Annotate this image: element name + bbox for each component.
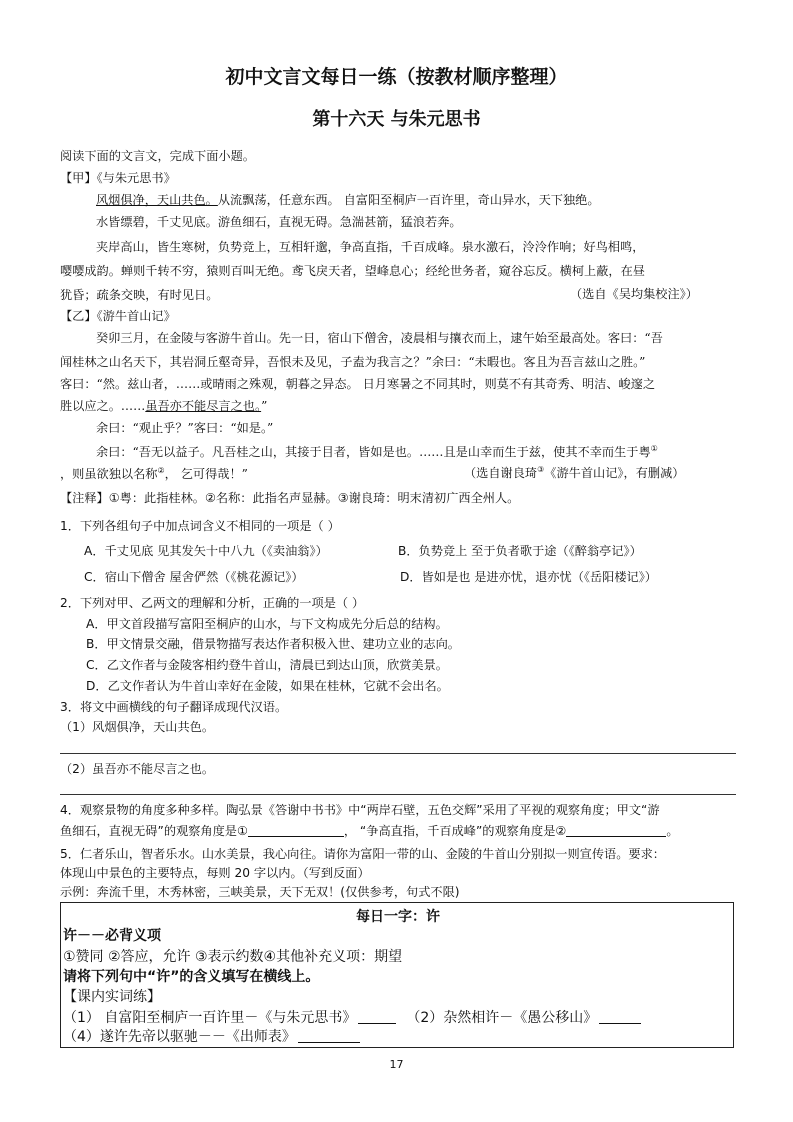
lesson-title: 第十六天 与朱元思书 xyxy=(312,109,481,130)
page-number: 17 xyxy=(389,1058,404,1071)
text-a-para2: 水皆缥碧，千丈见底。游鱼细石，直视无碍。急湍甚箭，猛浪若奔。 xyxy=(96,215,462,229)
text-a-para1 xyxy=(96,192,600,208)
q5-line2: 体现山中景色的主要特点，每则 20 字以内。（写到反面） xyxy=(60,866,370,880)
text-a-para1-rest: 从流飘荡，任意东西。 自富阳至桐庐一百许里，奇山异水，天下独绝。 xyxy=(217,193,600,207)
footnote-mark-3: ③ xyxy=(537,465,545,474)
footnote-mark-2: ② xyxy=(157,466,165,475)
document-title: 初中文言文每日一练（按教材顺序整理） xyxy=(225,66,568,88)
q1-stem: 1．下列各组句子中加点词含义不相同的一项是（ ） xyxy=(60,519,340,533)
q4-line2 xyxy=(60,823,679,839)
text-b-source xyxy=(464,462,684,481)
daily-word-meanings: ①赞同 ②答应，允许 ③表示约数④其他补充义项：期望 xyxy=(63,949,403,965)
text-b-line3: 客曰：“然。兹山者，……或晴雨之殊观，朝暮之异态。 日月寒暑之不同其时，则莫不有其奇秀、明洁、峻邃之 xyxy=(60,377,656,391)
text-a-para3-line2: 嘤嘤成韵。蝉则千转不穷，猿则百叫无绝。鸢飞戾天者，望峰息心；经纶世务者，窥谷忘反。横柯上蔽，在昼 xyxy=(60,264,645,278)
practice-items-row2 xyxy=(63,1028,360,1047)
practice-blank-2[interactable] xyxy=(599,1010,641,1024)
text-b-line7-start: ，则虽欲独以名称 xyxy=(60,467,158,482)
q1-option-b: B．负势竞上 至于负者歌于途（《醉翁亭记》） xyxy=(398,544,642,558)
practice-blank-1[interactable] xyxy=(358,1010,396,1024)
q4-line1: 4．观察景物的角度多种多样。陶弘景《答谢中书书》中“两岸石壁，五色交辉”采用了平视的观察角度；甲文“游 xyxy=(60,803,660,817)
q5-example: 示例：奔流千里，木秀林密，三峡美景，天下无双！(仅供参考，句式不限) xyxy=(60,885,460,899)
text-b-line4-end: ” xyxy=(261,399,268,413)
text-b-source-start: （选自谢良琦 xyxy=(464,466,538,481)
q2-option-d: D．乙文作者认为牛首山幸好在金陵，如果在桂林，它就不会出名。 xyxy=(86,679,449,693)
daily-word-title: 每日一字：许 xyxy=(356,909,440,925)
text-b-line4 xyxy=(60,398,267,414)
text-b-line7-end: ， 乞可得哉！” xyxy=(164,467,248,482)
q3-stem: 3．将文中画横线的句子翻译成现代汉语。 xyxy=(60,700,288,714)
text-b-line1: 癸卯三月，在金陵与客游牛首山。先一日，宿山下僧舍，凌晨相与攘衣而上，逮午始至最高处。客曰：“吾 xyxy=(96,331,663,345)
text-a-label: 【甲】《与朱元思书》 xyxy=(60,171,176,185)
q2-stem: 2．下列对甲、乙两文的理解和分析，正确的一项是（ ） xyxy=(60,596,365,610)
q5-line1: 5．仁者乐山，智者乐水。山水美景，我心向往。请你为富阳一带的山、金陵的牛首山分别拟一则宣传语。要求： xyxy=(60,847,665,861)
practice-items-row1 xyxy=(63,1009,641,1028)
text-b-line6-text: 余曰：“吾无以益子。凡吾桂之山，其接于目者，皆如是也。……且是山幸而生于兹，使其不幸而生于粤 xyxy=(96,445,651,460)
q4-line2-start: 鱼细石，直视无碍”的观察角度是① xyxy=(60,824,248,838)
daily-word-instruction: 请将下列句中“许”的含义填写在横线上。 xyxy=(63,969,320,985)
reading-instruction: 阅读下面的文言文，完成下面小题。 xyxy=(60,149,255,163)
text-b-line6 xyxy=(96,441,658,460)
daily-word-box xyxy=(60,902,734,1048)
q2-option-c: C．乙文作者与金陵客相约登牛首山，清晨已到达山顶，欣赏美景。 xyxy=(86,658,448,672)
q1-option-c: C．宿山下僧舍 屋舍俨然（《桃花源记》） xyxy=(84,570,304,584)
text-b-label: 【乙】《游牛首山记》 xyxy=(60,309,176,323)
q1-option-a: A．千丈见底 见其发矢十中八九（《卖油翁》） xyxy=(84,544,328,558)
text-b-line2: 闻桂林之山名天下，其岩洞丘壑奇异，吾恨未及见，子盍为我言之？”余曰：“未暇也。客且为吾言兹山之胜。” xyxy=(60,355,646,369)
text-a-para3-line3: 犹昏；疏条交映，有时见日。 xyxy=(60,288,219,302)
text-b-line7 xyxy=(60,463,248,482)
daily-word-heading: 许－－必背义项 xyxy=(63,928,161,944)
q1-option-d: D．皆如是也 是进亦忧，退亦忧（《岳阳楼记》） xyxy=(400,570,657,584)
text-b-line4-start: 胜以应之。…… xyxy=(60,399,146,413)
answer-line-1[interactable] xyxy=(60,753,736,754)
text-a-para3-line1: 夹岸高山，皆生寒树，负势竞上，互相轩邈，争高直指，千百成峰。泉水激石，泠泠作响；好鸟相鸣， xyxy=(96,240,645,254)
q3-sentence1: （1）风烟俱净，天山共色。 xyxy=(60,720,215,734)
practice-item-2: （2）杂然相许－《愚公移山》 xyxy=(406,1010,598,1026)
text-b-source-end: 《游牛首山记》，有删减） xyxy=(544,466,685,481)
annotations: 【注释】①粤：此指桂林。②名称：此指名声显赫。③谢良琦：明末清初广西全州人。 xyxy=(60,491,520,505)
text-a-underlined-sentence: 风烟俱净，天山共色。 xyxy=(96,193,218,207)
q4-blank-1[interactable] xyxy=(248,823,344,837)
practice-label: 【课内实词练】 xyxy=(63,989,161,1005)
practice-item-4: （4）遂许先帝以驱驰－－《出师表》 xyxy=(63,1029,296,1045)
q3-sentence2: （2）虽吾亦不能尽言之也。 xyxy=(60,762,215,776)
answer-line-2[interactable] xyxy=(60,794,736,795)
text-b-line5: 余曰：“观止乎？”客曰：“如是。” xyxy=(96,421,274,435)
practice-blank-4[interactable] xyxy=(298,1029,360,1043)
q4-blank-2[interactable] xyxy=(566,823,666,837)
q2-option-a: A．甲文首段描写富阳至桐庐的山水，与下文构成先分后总的结构。 xyxy=(86,617,448,631)
q4-line2-middle: ， “争高直指，千百成峰”的观察角度是② xyxy=(343,824,567,838)
footnote-mark-1: ① xyxy=(650,444,658,453)
text-b-underlined-sentence: 虽吾亦不能尽言之也。 xyxy=(145,399,262,413)
text-a-source: （选自《吴均集校注》） xyxy=(570,287,698,301)
q2-option-b: B．甲文情景交融，借景物描写表达作者积极入世、建功立业的志向。 xyxy=(86,637,460,651)
practice-item-1: （1） 自富阳至桐庐一百许里－《与朱元思书》 xyxy=(63,1010,357,1026)
q4-line2-end: 。 xyxy=(666,824,679,838)
